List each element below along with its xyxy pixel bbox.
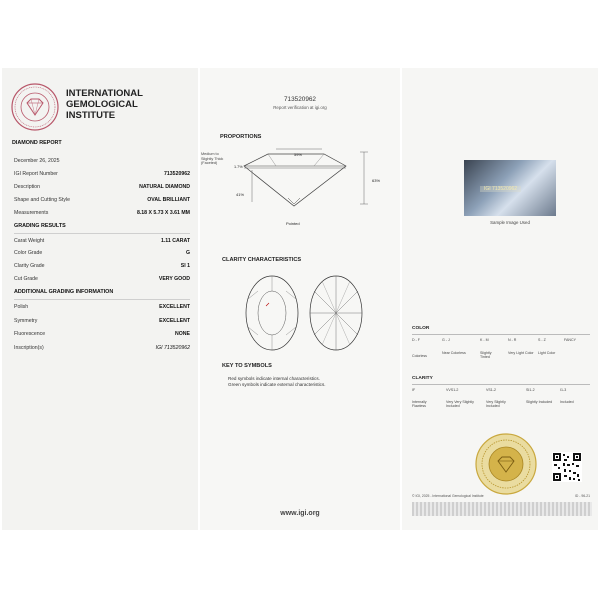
verification-text: Report verification at igi.org [273, 105, 327, 110]
additional-label: Polish [14, 304, 29, 310]
color-description: Near Colorless [442, 351, 466, 355]
clarity-description: Included [560, 400, 574, 404]
additional-value: IGI 713520962 [155, 345, 190, 351]
color-grade: G - J [442, 338, 450, 342]
crown-value: 1.7% [234, 165, 243, 169]
clarity-grade: VVS1-2 [446, 388, 459, 392]
website-link[interactable]: www.igi.org [280, 510, 320, 517]
color-grade: S - Z [538, 338, 546, 342]
report-right-panel [402, 68, 598, 530]
field-value: 713520962 [164, 171, 190, 177]
color-description: Colorless [412, 354, 427, 358]
grade-value: VERY GOOD [158, 276, 190, 282]
clarity-grade: I1-3 [560, 388, 567, 392]
igi-seal-logo [10, 82, 60, 132]
proportions-title: PROPORTIONS [220, 134, 262, 140]
clarity-description: Very Very Slightly Included [446, 400, 474, 408]
key-to-symbols-title: KEY TO SYMBOLS [222, 363, 272, 369]
pavilion-percent: 41% [236, 192, 245, 197]
diamond-photo [464, 160, 556, 216]
org-name: INTERNATIONAL GEMOLOGICAL INSTITUTE [66, 88, 143, 121]
grade-value: G [185, 250, 190, 256]
clarity-characteristics-title: CLARITY CHARACTERISTICS [222, 257, 302, 263]
additional-value: EXCELLENT [159, 304, 190, 310]
girdle-label: Medium to Slightly Thick (Faceted) [201, 152, 224, 166]
clarity-plot-diagram [242, 273, 366, 353]
copyright: © IGI, 2025 - International Gemological Institute [412, 494, 484, 498]
grade-label: Carat Weight [14, 238, 45, 244]
report-date: December 26, 2025 [14, 158, 60, 164]
divider [14, 233, 190, 234]
footer-code: ID - 96-21 [574, 494, 590, 498]
grading-results-title: GRADING RESULTS [14, 223, 66, 229]
color-description: Slightly Tinted [480, 351, 492, 359]
field-value: NATURAL DIAMOND [139, 184, 190, 190]
additional-info-title: ADDITIONAL GRADING INFORMATION [14, 289, 114, 295]
additional-label: Symmetry [14, 318, 38, 324]
security-strip [412, 502, 592, 516]
clarity-description: Slightly Included [526, 400, 553, 404]
additional-label: Fluorescence [14, 331, 46, 337]
field-label: Shape and Cutting Style [14, 197, 70, 203]
divider [412, 334, 590, 335]
field-label: Description [14, 184, 40, 190]
color-grade: D - F [412, 338, 420, 342]
color-description: Very Light Color [508, 351, 534, 355]
color-description: Light Color [538, 351, 556, 355]
report-left-panel [2, 68, 198, 530]
additional-value: NONE [175, 331, 190, 337]
grade-label: Clarity Grade [14, 263, 45, 269]
field-value: OVAL BRILLIANT [147, 197, 190, 203]
laser-inscription: IGI 713520962 [480, 186, 521, 192]
clarity-scale-title: CLARITY [412, 376, 433, 381]
report-number: 713520962 [284, 96, 316, 103]
field-label: IGI Report Number [14, 171, 58, 177]
photo-caption: Sample Image Used [490, 220, 530, 225]
clarity-grade: IF [412, 388, 416, 392]
additional-value: EXCELLENT [159, 318, 190, 324]
field-value: 8.18 X 5.73 X 3.61 MM [136, 210, 190, 216]
qr-code[interactable] [552, 452, 582, 482]
key-line: Green symbols indicate external characteristics. [228, 382, 326, 387]
grade-value: 1.11 CARAT [160, 238, 190, 244]
gold-security-seal [474, 432, 538, 496]
report-title: DIAMOND REPORT [12, 140, 62, 146]
grade-label: Cut Grade [14, 276, 38, 282]
divider [412, 384, 590, 385]
grade-value: SI 1 [180, 263, 190, 269]
field-label: Measurements [14, 210, 49, 216]
table-percent: 59% [294, 152, 303, 157]
color-grade: N - R [508, 338, 517, 342]
color-scale-title: COLOR [412, 326, 430, 331]
key-line: Red symbols indicate internal characteristics. [228, 376, 320, 381]
clarity-grade: VS1-2 [486, 388, 496, 392]
clarity-description: Internally Flawless [412, 400, 427, 408]
report-middle-panel [200, 68, 400, 530]
additional-label: Inscription(s) [14, 345, 44, 351]
depth-percent: 63% [372, 178, 381, 183]
color-grade: FANCY [564, 338, 576, 342]
grade-label: Color Grade [14, 250, 43, 256]
clarity-description: Very Slightly Included [486, 400, 506, 408]
culet-label: Pointed [286, 221, 300, 226]
clarity-grade: SI1-2 [526, 388, 535, 392]
color-grade: K - M [480, 338, 489, 342]
divider [14, 299, 190, 300]
